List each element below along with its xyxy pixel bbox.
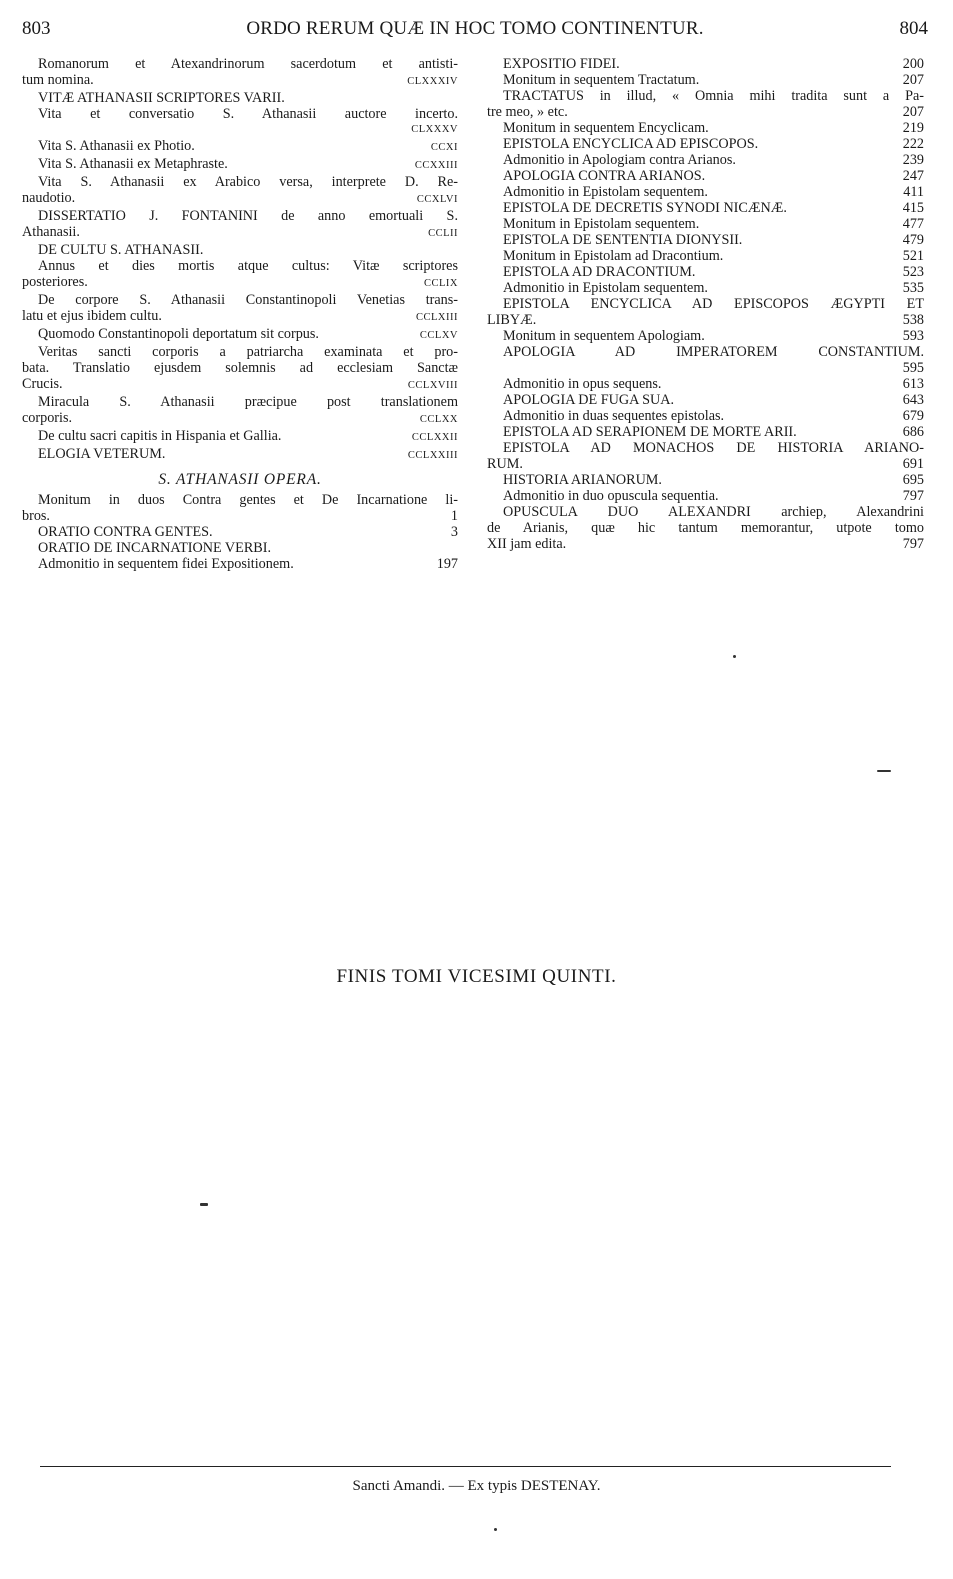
toc-line: APOLOGIA AD IMPERATOREM CONSTANTIUM. xyxy=(503,344,924,360)
section-heading: S. ATHANASII OPERA. xyxy=(158,471,322,488)
toc-text: bros. xyxy=(22,508,50,524)
toc-entry xyxy=(22,72,458,90)
toc-text: ORATIO CONTRA GENTES. xyxy=(38,524,213,540)
toc-entry xyxy=(22,224,458,242)
toc-line: Veritas sancti corporis a patriarcha examinata et pro- xyxy=(38,344,458,360)
toc-page: CCLIX xyxy=(424,278,458,289)
toc-text: RUM. xyxy=(487,456,523,472)
toc-text: Monitum in sequentem Encyclicam. xyxy=(503,120,709,136)
toc-page: CCLXIII xyxy=(416,312,458,323)
toc-text: tre meo, » etc. xyxy=(487,104,568,120)
toc-text: EPISTOLA DE DECRETIS SYNODI NICÆNÆ. xyxy=(503,200,787,216)
toc-line: Miracula S. Athanasii præcipue post translationem xyxy=(38,394,458,410)
footer-rule xyxy=(40,1466,891,1467)
ink-speck xyxy=(733,655,736,658)
toc-page: 219 xyxy=(902,120,924,136)
toc-entry xyxy=(487,152,924,168)
toc-line: DISSERTATIO J. FONTANINI de anno emortuali S. xyxy=(38,208,458,224)
toc-text: Monitum in Epistolam ad Dracontium. xyxy=(503,248,724,264)
toc-text: ELOGIA VETERUM. xyxy=(38,446,166,462)
toc-entry xyxy=(487,104,924,120)
toc-text: Admonitio in Epistolam sequentem. xyxy=(503,184,708,200)
ink-speck xyxy=(200,1203,208,1206)
toc-line: EPISTOLA AD MONACHOS DE HISTORIA ARIANO- xyxy=(503,440,924,456)
left-column xyxy=(22,56,458,572)
toc-text: tum nomina. xyxy=(22,72,94,88)
toc-page: 247 xyxy=(902,168,924,184)
toc-text: De cultu sacri capitis in Hispania et Gallia. xyxy=(38,428,282,444)
toc-entry xyxy=(22,446,458,464)
toc-page: 679 xyxy=(902,408,924,424)
toc-entry xyxy=(22,508,458,524)
running-title: ORDO RERUM QUÆ IN HOC TOMO CONTINENTUR. xyxy=(246,18,704,39)
toc-page: 415 xyxy=(902,200,924,216)
toc-page: 593 xyxy=(902,328,924,344)
toc-text: Monitum in Epistolam sequentem. xyxy=(503,216,700,232)
page-number-left: 803 xyxy=(22,18,51,39)
toc-entry xyxy=(487,200,924,216)
toc-page: 538 xyxy=(902,312,924,328)
toc-text: EXPOSITIO FIDEI. xyxy=(503,56,620,72)
toc-text: Admonitio in duo opuscula sequentia. xyxy=(503,488,719,504)
toc-entry xyxy=(22,156,458,174)
toc-text: Admonitio in opus sequens. xyxy=(503,376,662,392)
toc-entry xyxy=(487,72,924,88)
page-number-right: 804 xyxy=(899,18,928,39)
toc-page: CCXXIII xyxy=(414,160,458,171)
toc-page: 613 xyxy=(902,376,924,392)
toc-line: Vita S. Athanasii ex Arabico versa, interprete D. Re- xyxy=(38,174,458,190)
toc-entry xyxy=(487,168,924,184)
toc-entry xyxy=(22,274,458,292)
toc-text: Admonitio in Apologiam contra Arianos. xyxy=(503,152,736,168)
toc-line: Annus et dies mortis atque cultus: Vitæ scriptores xyxy=(38,258,458,274)
toc-page: 523 xyxy=(902,264,924,280)
toc-entry xyxy=(487,312,924,328)
toc-page: 695 xyxy=(902,472,924,488)
toc-line: De corpore S. Athanasii Constantinopoli Venetias trans- xyxy=(38,292,458,308)
toc-page: CCLXXII xyxy=(411,432,458,443)
toc-text: HISTORIA ARIANORUM. xyxy=(503,472,662,488)
toc-text: EPISTOLA AD DRACONTIUM. xyxy=(503,264,696,280)
toc-page: 3 xyxy=(450,524,458,540)
toc-page: 691 xyxy=(902,456,924,472)
toc-entry xyxy=(487,136,924,152)
toc-page: CCLXV xyxy=(419,330,458,341)
toc-entry xyxy=(22,524,458,540)
toc-page: CCLXX xyxy=(419,414,458,425)
toc-line: bata. Translatio ejusdem solemnis ad ecclesiam Sanctæ xyxy=(22,360,458,376)
toc-text: Vita S. Athanasii ex Metaphraste. xyxy=(38,156,228,172)
toc-text: Admonitio in duas sequentes epistolas. xyxy=(503,408,725,424)
toc-page: 1 xyxy=(450,508,458,524)
toc-entry xyxy=(487,488,924,504)
toc-entry xyxy=(487,232,924,248)
toc-text: posteriores. xyxy=(22,274,88,290)
toc-page: 239 xyxy=(902,152,924,168)
toc-entry xyxy=(22,556,458,572)
toc-page: CCXLVI xyxy=(416,194,458,205)
toc-entry xyxy=(22,376,458,394)
toc-entry xyxy=(487,472,924,488)
right-column xyxy=(487,56,924,552)
toc-page: 595 xyxy=(902,360,924,376)
toc-line: TRACTATUS in illud, « Omnia mihi tradita sunt a Pa- xyxy=(503,88,924,104)
toc-text: corporis. xyxy=(22,410,73,426)
toc-text: EPISTOLA DE SENTENTIA DIONYSII. xyxy=(503,232,743,248)
toc-entry xyxy=(487,392,924,408)
running-header xyxy=(22,18,928,44)
toc-text: VITÆ ATHANASII SCRIPTORES VARII. xyxy=(38,90,285,106)
finis-line: FINIS TOMI VICESIMI QUINTI. xyxy=(336,966,617,987)
toc-text: Admonitio in sequentem fidei Expositionem. xyxy=(38,556,294,572)
toc-text: naudotio. xyxy=(22,190,76,206)
toc-entry xyxy=(22,308,458,326)
toc-text: Athanasii. xyxy=(22,224,80,240)
toc-page: 643 xyxy=(902,392,924,408)
printer-imprint: Sancti Amandi. — Ex typis DESTENAY. xyxy=(352,1478,601,1494)
toc-page: 477 xyxy=(902,216,924,232)
toc-entry xyxy=(487,216,924,232)
toc-entry xyxy=(22,190,458,208)
toc-page: 411 xyxy=(903,184,924,200)
toc-text: APOLOGIA CONTRA ARIANOS. xyxy=(503,168,706,184)
toc-entry xyxy=(22,242,458,258)
toc-page: 207 xyxy=(902,104,924,120)
toc-text: ORATIO DE INCARNATIONE VERBI. xyxy=(38,540,272,556)
toc-page: 222 xyxy=(902,136,924,152)
toc-line: Monitum in duos Contra gentes et De Incarnatione li- xyxy=(38,492,458,508)
toc-entry xyxy=(487,376,924,392)
toc-text: latu et ejus ibidem cultu. xyxy=(22,308,162,324)
toc-page: 535 xyxy=(902,280,924,296)
toc-text: Monitum in sequentem Apologiam. xyxy=(503,328,705,344)
toc-entry xyxy=(22,428,458,446)
toc-text: APOLOGIA DE FUGA SUA. xyxy=(503,392,675,408)
toc-page: CCLII xyxy=(428,228,458,239)
toc-entry xyxy=(22,410,458,428)
toc-entry xyxy=(22,540,458,556)
toc-page: CLXXXV xyxy=(411,124,458,135)
toc-entry xyxy=(487,536,924,552)
toc-entry xyxy=(487,408,924,424)
toc-text: Monitum in sequentem Tractatum. xyxy=(503,72,700,88)
toc-line: Vita et conversatio S. Athanasii auctore incerto. xyxy=(38,106,458,122)
toc-page: CCLXXIII xyxy=(407,450,458,461)
toc-entry xyxy=(22,138,458,156)
toc-text: EPISTOLA ENCYCLICA AD EPISCOPOS. xyxy=(503,136,759,152)
toc-page: 197 xyxy=(436,556,458,572)
toc-text: EPISTOLA AD SERAPIONEM DE MORTE ARII. xyxy=(503,424,797,440)
toc-line: Romanorum et Atexandrinorum sacerdotum et antisti- xyxy=(38,56,458,72)
toc-page: 797 xyxy=(902,536,924,552)
toc-entry xyxy=(487,328,924,344)
toc-entry xyxy=(487,424,924,440)
toc-page: 521 xyxy=(902,248,924,264)
toc-line: EPISTOLA ENCYCLICA AD EPISCOPOS ÆGYPTI ET xyxy=(503,296,924,312)
toc-page: 200 xyxy=(902,56,924,72)
toc-entry xyxy=(22,90,458,106)
toc-page: 479 xyxy=(902,232,924,248)
toc-page: 207 xyxy=(902,72,924,88)
toc-entry xyxy=(487,456,924,472)
toc-text: Vita S. Athanasii ex Photio. xyxy=(38,138,195,154)
toc-line: de Arianis, quæ hic tantum memorantur, utpote tomo xyxy=(487,520,924,536)
toc-page: 686 xyxy=(902,424,924,440)
toc-text: Quomodo Constantinopoli deportatum sit corpus. xyxy=(38,326,319,342)
toc-text: Crucis. xyxy=(22,376,63,392)
toc-entry xyxy=(22,326,458,344)
toc-entry xyxy=(487,280,924,296)
toc-entry xyxy=(487,56,924,72)
toc-entry xyxy=(487,184,924,200)
toc-entry xyxy=(22,122,458,138)
toc-entry xyxy=(487,264,924,280)
toc-page: CCXI xyxy=(430,142,458,153)
toc-page: CLXXXIV xyxy=(407,76,458,87)
toc-page: 797 xyxy=(902,488,924,504)
toc-text: Admonitio in Epistolam sequentem. xyxy=(503,280,708,296)
toc-line: OPUSCULA DUO ALEXANDRI archiep, Alexandrini xyxy=(503,504,924,520)
toc-text: XII jam edita. xyxy=(487,536,567,552)
ink-speck xyxy=(494,1528,497,1531)
ink-speck xyxy=(877,770,891,772)
toc-entry xyxy=(487,248,924,264)
toc-entry xyxy=(487,360,924,376)
toc-page: CCLXVIII xyxy=(407,380,458,391)
toc-entry xyxy=(487,120,924,136)
toc-text: DE CULTU S. ATHANASII. xyxy=(38,242,204,258)
toc-text: LIBYÆ. xyxy=(487,312,537,328)
